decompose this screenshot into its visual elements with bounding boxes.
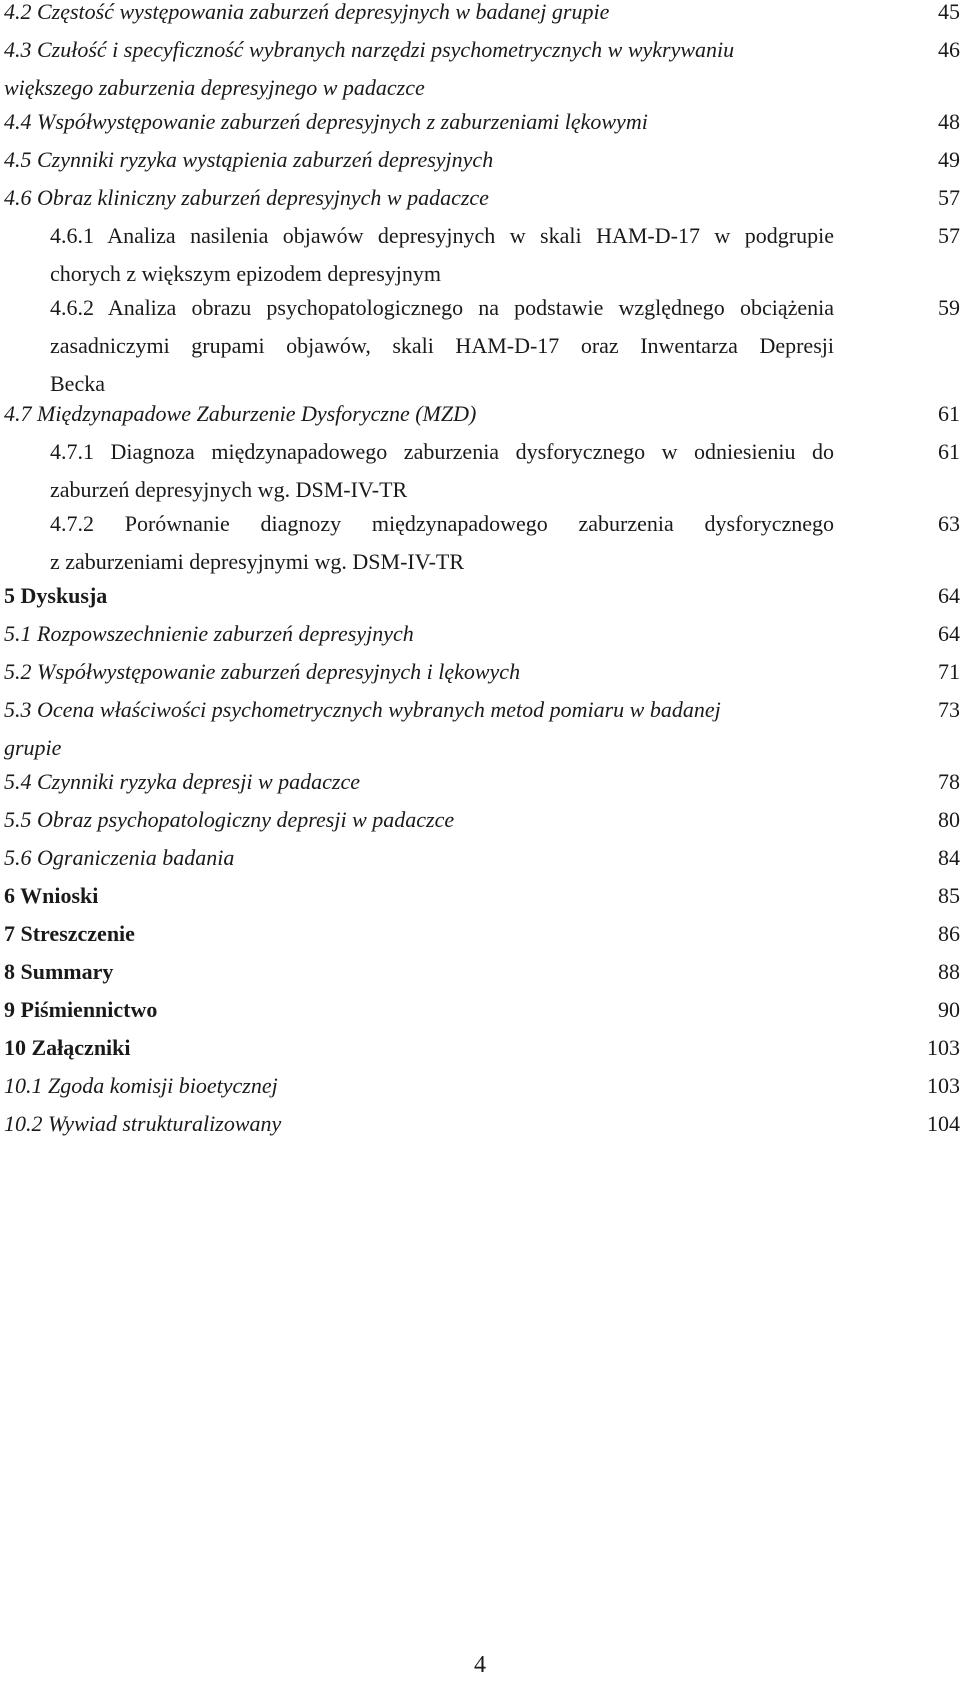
toc-entry-title: 5.4 Czynniki ryzyka depresji w padaczce	[4, 769, 360, 794]
toc-entry-title: 4.6.2 Analiza obrazu psychopatologicznego na podstawie względnego obciążenia	[50, 295, 834, 320]
toc-entry-title: 4.6.1 Analiza nasilenia objawów depresyjnych w skali HAM-D-17 w podgrupie	[50, 223, 834, 248]
toc-entry-page: 104	[927, 1111, 960, 1136]
toc-entry-title: 4.7.2 Porównanie diagnozy międzynapadowego zaburzenia dysforycznego	[50, 511, 834, 536]
toc-entry-title: 4.6 Obraz kliniczny zaburzeń depresyjnych w padaczce	[4, 185, 489, 210]
toc-entry-page: 103	[927, 1035, 960, 1060]
toc-entry-title: zaburzeń depresyjnych wg. DSM-IV-TR	[50, 477, 408, 502]
toc-entry-title: 5.1 Rozpowszechnienie zaburzeń depresyjnych	[4, 621, 414, 646]
toc-entry-title: 6 Wnioski	[4, 883, 99, 908]
toc-entry-title: 5 Dyskusja	[4, 583, 108, 608]
toc-entry-title: 4.2 Częstość występowania zaburzeń depresyjnych w badanej grupie	[4, 0, 610, 24]
toc-entry-title: 5.2 Współwystępowanie zaburzeń depresyjnych i lękowych	[4, 659, 521, 684]
toc-entry-page: 84	[938, 845, 960, 870]
toc-entry-title: 8 Summary	[4, 959, 114, 984]
toc-entry-title: 4.4 Współwystępowanie zaburzeń depresyjnych z zaburzeniami lękowymi	[4, 109, 648, 134]
toc-entry-page: 103	[927, 1073, 960, 1098]
toc-entry-title: chorych z większym epizodem depresyjnym	[50, 261, 441, 286]
toc-entry-page: 73	[938, 697, 960, 722]
toc-entry-title: 10 Załączniki	[4, 1035, 131, 1060]
toc-entry-title: 4.3 Czułość i specyficzność wybranych narzędzi psychometrycznych w wykrywaniu	[4, 37, 735, 62]
toc-entry-page: 64	[938, 583, 960, 608]
toc-entry-page: 49	[938, 147, 960, 172]
toc-entry-title: 4.7.1 Diagnoza międzynapadowego zaburzenia dysforycznego w odniesieniu do	[50, 439, 834, 464]
toc-entry-title: grupie	[4, 735, 62, 760]
toc-entry-title: 9 Piśmiennictwo	[4, 997, 158, 1022]
toc-entry-title: 5.6 Ograniczenia badania	[4, 845, 235, 870]
toc-entry-title: większego zaburzenia depresyjnego w padaczce	[4, 75, 425, 100]
toc-entry-page: 80	[938, 807, 960, 832]
toc-entry-title: 7 Streszczenie	[4, 921, 135, 946]
toc-entry-title: 5.3 Ocena właściwości psychometrycznych wybranych metod pomiaru w badanej	[4, 697, 721, 722]
page-number: 4	[474, 1652, 486, 1678]
toc-entry-page: 63	[938, 511, 960, 536]
toc-entry-page: 90	[938, 997, 960, 1022]
toc-entry-page: 71	[938, 659, 960, 684]
toc-entry-title: zasadniczymi grupami objawów, skali HAM-D-17 oraz Inwentarza Depresji	[50, 333, 834, 358]
toc-entry-title: 4.7 Międzynapadowe Zaburzenie Dysforyczne (MZD)	[4, 401, 477, 426]
toc-entry-title: Becka	[50, 371, 105, 396]
toc-entry-page: 57	[938, 185, 960, 210]
toc-entry-page: 46	[938, 37, 960, 62]
toc-entry-page: 64	[938, 621, 960, 646]
toc-entry-page: 85	[938, 883, 960, 908]
toc-entry-page: 78	[938, 769, 960, 794]
toc-entry-page: 61	[938, 401, 960, 426]
toc-entry-title: z zaburzeniami depresyjnymi wg. DSM-IV-TR	[50, 549, 465, 574]
toc-entry-title: 5.5 Obraz psychopatologiczny depresji w padaczce	[4, 807, 455, 832]
toc-entry-title: 10.1 Zgoda komisji bioetycznej	[4, 1073, 278, 1098]
toc-entry-page: 48	[938, 109, 960, 134]
toc-entry-page: 86	[938, 921, 960, 946]
toc-entry-page: 88	[938, 959, 960, 984]
toc-entry-title: 10.2 Wywiad strukturalizowany	[4, 1111, 282, 1136]
toc-entry-page: 59	[938, 295, 960, 320]
toc-entry-page: 57	[938, 223, 960, 248]
toc-entry-page: 61	[938, 439, 960, 464]
toc-entry-page: 45	[938, 0, 960, 24]
toc-entry-title: 4.5 Czynniki ryzyka wystąpienia zaburzeń depresyjnych	[4, 147, 494, 172]
